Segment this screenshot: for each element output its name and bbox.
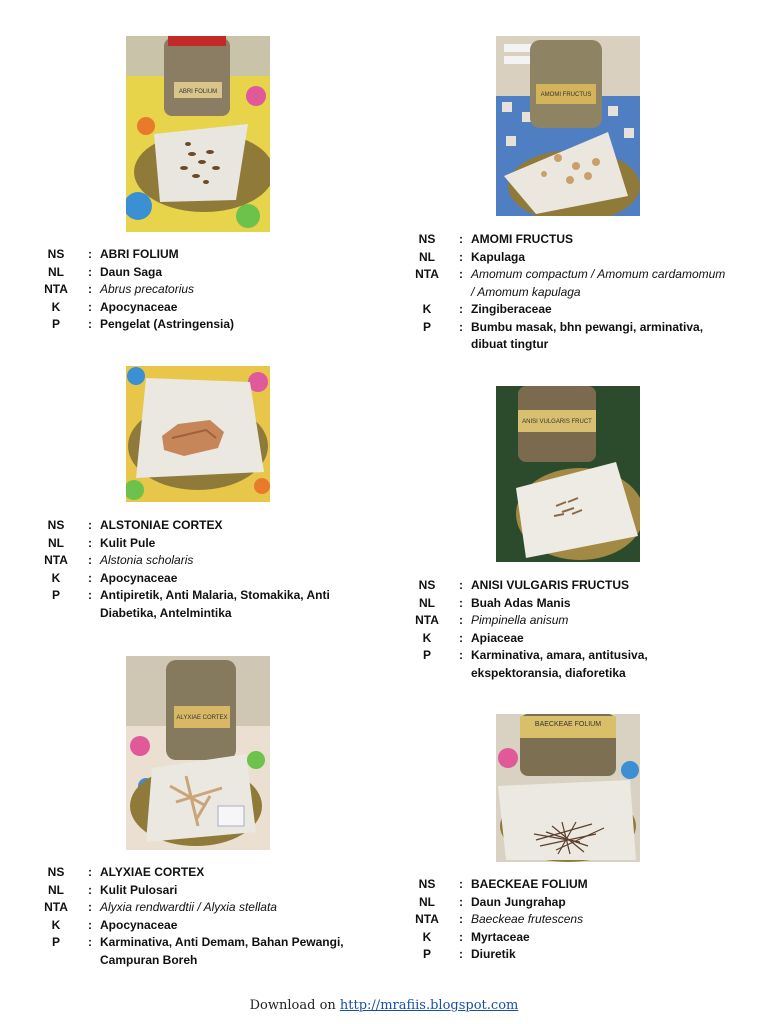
nta-label: NTA [415, 912, 439, 926]
separator: : [88, 882, 92, 897]
separator: : [459, 302, 463, 316]
separator: : [459, 947, 463, 961]
nl-label: NL [419, 894, 435, 909]
k-label: K [422, 302, 432, 316]
ns-value: ANISI VULGARIS FRUCTUS [471, 578, 630, 592]
p-label: P [51, 588, 60, 602]
separator: : [459, 249, 463, 264]
entry-baeckeae-folium [403, 876, 728, 964]
entry-abri-folium [32, 246, 362, 334]
nl-value: Kulit Pulosari [100, 882, 178, 897]
separator: : [88, 282, 92, 296]
ns-row [403, 231, 728, 249]
separator: : [88, 317, 92, 331]
nl-label: NL [48, 535, 64, 550]
nl-value: Kulit Pule [100, 535, 156, 550]
nl-row [403, 249, 728, 267]
ns-label: NS [47, 518, 65, 532]
nta-value: Abrus precatorius [100, 282, 195, 296]
nta-label: NTA [44, 900, 68, 914]
photo-alyxiae-cortex [126, 656, 270, 850]
separator: : [459, 613, 463, 627]
nta-row [403, 266, 728, 301]
k-value: Apocynaceae [100, 917, 178, 932]
separator: : [459, 595, 463, 610]
p-row [32, 934, 362, 969]
separator: : [459, 929, 463, 944]
p-label: P [51, 935, 60, 949]
ns-label: NS [418, 232, 436, 246]
p-value: Karminativa, amara, antitusiva, ekspektoransia, diaforetika [471, 648, 648, 680]
nta-row [32, 899, 362, 917]
separator: : [459, 648, 463, 662]
nl-value: Daun Jungrahap [471, 894, 566, 909]
k-row [403, 630, 728, 648]
nta-value: Alyxia rendwardtii / Alyxia stellata [100, 900, 277, 914]
photo-anisi-vulgaris-fructus [496, 386, 640, 562]
entry-alyxiae-cortex [32, 864, 362, 969]
nl-label: NL [419, 249, 435, 264]
ns-row [32, 864, 362, 882]
k-value: Apiaceae [471, 630, 524, 645]
separator: : [88, 247, 92, 261]
p-value: Bumbu masak, bhn pewangi, arminativa, dibuat tingtur [471, 319, 704, 351]
nta-label: NTA [44, 553, 68, 567]
p-value: Karminativa, Anti Demam, Bahan Pewangi, Campuran Boreh [100, 935, 344, 967]
nta-label: NTA [415, 267, 439, 281]
ns-row [32, 246, 362, 264]
p-value: Pengelat (Astringensia) [100, 317, 235, 331]
k-value: Apocynaceae [100, 570, 178, 585]
separator: : [459, 232, 463, 246]
nta-value: Alstonia scholaris [100, 553, 194, 567]
k-row [32, 917, 362, 935]
nta-value: Amomum compactum / Amomum cardamomum / Amomum kapulaga [471, 267, 726, 299]
nl-row [32, 535, 362, 553]
nl-value: Buah Adas Manis [471, 595, 571, 610]
jar-label-baeckeae: BAECKEAE FOLIUM [534, 721, 602, 728]
p-value: Antipiretik, Anti Malaria, Stomakika, Anti Diabetika, Antelmintika [100, 588, 330, 620]
separator: : [88, 535, 92, 550]
ns-value: ALSTONIAE CORTEX [100, 518, 223, 532]
jar-label-anisi: ANISI VULGARIS FRUCT [522, 419, 592, 425]
nl-row [403, 894, 728, 912]
jar-label-alyxiae: ALYXIAE CORTEX [176, 715, 228, 721]
p-row [403, 946, 728, 964]
nl-row [32, 264, 362, 282]
separator: : [459, 267, 463, 281]
nl-label: NL [48, 882, 64, 897]
p-label: P [51, 317, 60, 331]
p-row [403, 647, 728, 682]
separator: : [459, 578, 463, 592]
k-row [32, 299, 362, 317]
k-row [403, 301, 728, 319]
nl-label: NL [48, 264, 64, 279]
nl-label: NL [419, 595, 435, 610]
separator: : [88, 588, 92, 602]
k-value: Apocynaceae [100, 299, 178, 314]
k-value: Zingiberaceae [471, 302, 552, 316]
ns-label: NS [418, 877, 436, 891]
nta-label: NTA [415, 613, 439, 627]
nta-value: Baeckeae frutescens [471, 912, 584, 926]
k-label: K [422, 630, 432, 645]
p-label: P [422, 648, 431, 662]
k-label: K [51, 570, 61, 585]
jar-label-amomi: AMOMI FRUCTUS [540, 92, 592, 98]
nl-value: Daun Saga [100, 264, 163, 279]
separator: : [88, 865, 92, 879]
photo-abri-folium [126, 36, 270, 232]
photo-baeckeae-folium [496, 714, 640, 862]
photo-alstoniae-cortex [126, 366, 270, 502]
separator: : [459, 894, 463, 909]
ns-value: AMOMI FRUCTUS [471, 232, 573, 246]
p-label: P [422, 319, 431, 334]
ns-row [403, 577, 728, 595]
ns-value: ALYXIAE CORTEX [100, 865, 205, 879]
nta-value: Pimpinella anisum [471, 613, 569, 627]
k-label: K [422, 929, 432, 944]
nta-row [403, 911, 728, 929]
p-row [32, 587, 362, 622]
ns-value: ABRI FOLIUM [100, 247, 179, 261]
separator: : [88, 570, 92, 585]
entry-alstoniae-cortex [32, 517, 362, 622]
footer-link[interactable]: http://mrafiis.blogspot.com [339, 998, 519, 1013]
ns-value: BAECKEAE FOLIUM [471, 877, 588, 891]
nl-row [32, 882, 362, 900]
ns-label: NS [418, 578, 436, 592]
separator: : [88, 264, 92, 279]
k-row [403, 929, 728, 947]
nl-value: Kapulaga [471, 249, 526, 264]
nta-label: NTA [44, 282, 68, 296]
p-row [32, 316, 362, 334]
entry-anisi-vulgaris-fructus [403, 577, 728, 682]
nl-row [403, 595, 728, 613]
jar-label-abri: ABRI FOLIUM [178, 89, 218, 95]
ns-label: NS [47, 247, 65, 261]
entry-amomi-fructus [403, 231, 728, 354]
k-label: K [51, 299, 61, 314]
footer [0, 998, 768, 1013]
nta-row [32, 552, 362, 570]
ns-label: NS [47, 865, 65, 879]
separator: : [459, 630, 463, 645]
separator: : [88, 900, 92, 914]
ns-row [403, 876, 728, 894]
separator: : [88, 935, 92, 949]
p-value: Diuretik [471, 947, 516, 961]
nta-row [403, 612, 728, 630]
photo-amomi-fructus [496, 36, 640, 216]
k-label: K [51, 917, 61, 932]
k-value: Myrtaceae [471, 929, 530, 944]
p-row [403, 319, 728, 354]
p-label: P [422, 947, 431, 961]
separator: : [88, 553, 92, 567]
ns-row [32, 517, 362, 535]
footer-prefix: Download on [249, 998, 340, 1013]
separator: : [459, 319, 463, 334]
separator: : [88, 299, 92, 314]
k-row [32, 570, 362, 588]
separator: : [88, 917, 92, 932]
nta-row [32, 281, 362, 299]
separator: : [459, 877, 463, 891]
separator: : [88, 518, 92, 532]
separator: : [459, 912, 463, 926]
